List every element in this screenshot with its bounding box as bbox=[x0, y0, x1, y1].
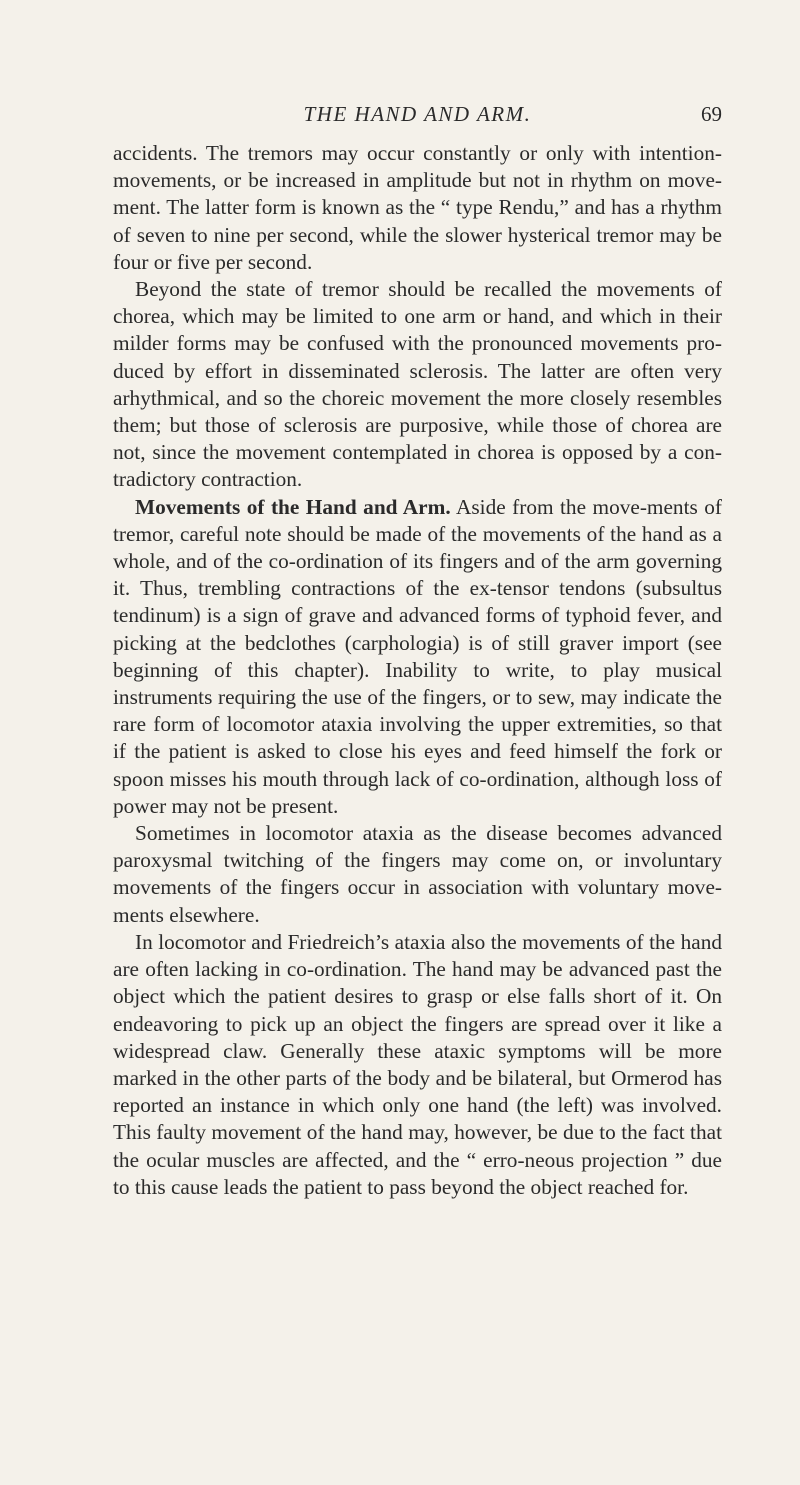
section-heading: Movements of the Hand and Arm. bbox=[135, 494, 451, 519]
running-head bbox=[113, 98, 722, 130]
paragraph-tremor-types: accidents. The tremors may occur constantly or only with intention-movements, or be increased in amplitude but not in rhythm on move-ment. The latter form is known as the “ type Rendu,” and has a rhythm of seven to nine per second, while the slower hysterical tremor may be four or five per second. bbox=[113, 141, 722, 274]
paragraph-hand-arm-text: Aside from the move-ments of tremor, careful note should be made of the movements of the hand as a whole, and of the co-ordination of its fingers and of the arm governing it. Thus, trembling contractions of the ex-tensor tendons (subsultus tendinum) is a sign of grave and advanced forms of typhoid fever, and picking at the bedclothes (carphologia) is of still graver import (see beginning of this chapter). Inability to write, to play musical instruments requiring the use of the fingers, or to sew, may indicate the rare form of locomotor ataxia involving the upper extremities, so that if the patient is asked to close his eyes and feed himself the fork or spoon misses his mouth through lack of co-ordination, although loss of power may not be present. bbox=[113, 494, 722, 818]
paragraph-ataxia: In locomotor and Friedreich’s ataxia also the movements of the hand are often lacking in co-ordination. The hand may be advanced past the object which the patient desires to grasp or else falls short of it. On endeavoring to pick up an object the fingers are spread over it like a widespread claw. Generally these ataxic symptoms will be more marked in the other parts of the body and be bilateral, but Ormerod has reported an instance in which only one hand (the left) was involved. This faulty movement of the hand may, however, be due to the fact that the ocular muscles are affected, and the “ erro-neous projection ” due to this cause leads the patient to pass beyond the object reached for. bbox=[113, 929, 722, 1199]
paragraph-chorea: Beyond the state of tremor should be recalled the movements of chorea, which may be limited to one arm or hand, and which in their milder forms may be confused with the pronounced movements pro-duced by effort in disseminated sclerosis. The latter are often very arhythmical, and so the choreic movement the more closely resembles them; but those of sclerosis are purposive, while those of chorea are not, since the movement contemplated in chorea is opposed by a con-tradictory contraction. bbox=[113, 277, 722, 492]
body-text bbox=[113, 140, 722, 1201]
paragraph-hand-arm-movements bbox=[113, 494, 722, 820]
paragraph-paroxysmal-twitching: Sometimes in locomotor ataxia as the disease becomes advanced paroxysmal twitching of the fingers may come on, or involuntary movements of the fingers occur in association with voluntary move-ments elsewhere. bbox=[113, 821, 722, 927]
running-title: THE HAND AND ARM. bbox=[303, 102, 532, 126]
page-number: 69 bbox=[701, 102, 722, 126]
